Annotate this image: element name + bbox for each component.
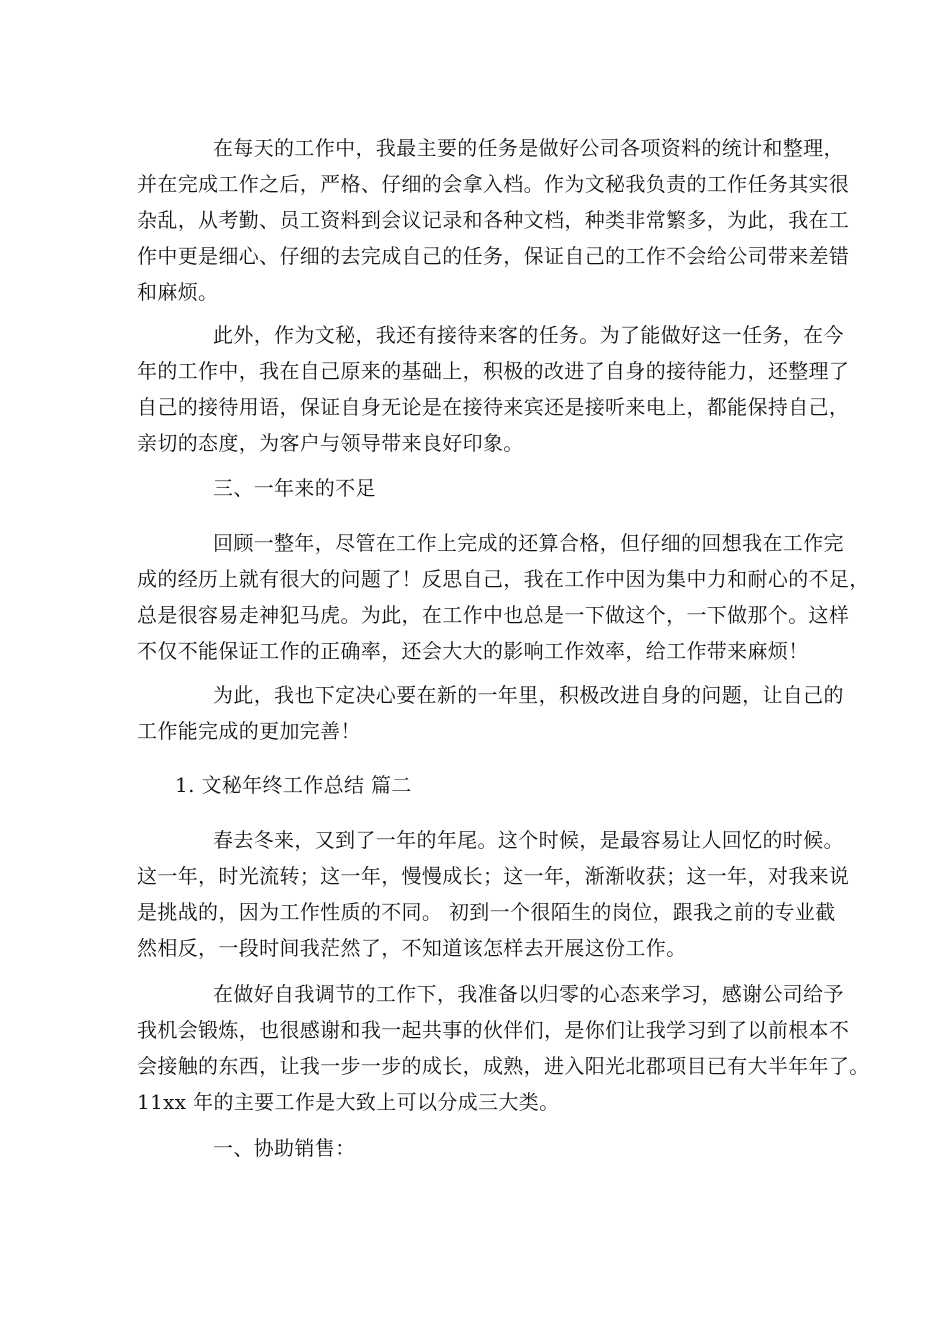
text-line: 春去冬来，又到了一年的年尾。这个时候，是最容易让人回忆的时候。 (213, 828, 844, 852)
paragraph-resolution (137, 677, 844, 749)
text-line: 并在完成工作之后，严格、仔细的会拿入档。作为文秘我负责的工作任务其实很 (137, 172, 850, 196)
paragraph-review (137, 525, 870, 669)
text-line: 总是很容易走神犯马虎。为此，在工作中也总是一下做这个，一下做那个。这样 (137, 603, 850, 627)
paragraph-daily-tasks (137, 130, 850, 310)
text-line: 杂乱，从考勤、员工资料到会议记录和各种文档，种类非常繁多，为此，我在工 (137, 208, 850, 232)
text-line: 在每天的工作中，我最主要的任务是做好公司各项资料的统计和整理， (213, 136, 844, 160)
article-heading-part-two: 1. 文秘年终工作总结 篇二 (175, 773, 412, 797)
section-heading-sales-assist: 一、协助销售： (213, 1136, 356, 1160)
text-line: 和麻烦。 (137, 280, 219, 304)
text-line: 成的经历上就有很大的问题了！反思自己，我在工作中因为集中力和耐心的不足， (137, 567, 870, 591)
text-line: 11xx 年的主要工作是大致上可以分成三大类。 (137, 1090, 560, 1114)
text-line: 作中更是细心、仔细的去完成自己的任务，保证自己的工作不会给公司带来差错 (137, 244, 850, 268)
text-line: 会接触的东西，让我一步一步的成长，成熟，进入阳光北郡项目已有大半年年了。 (137, 1054, 870, 1078)
text-line: 亲切的态度，为客户与领导带来良好印象。 (137, 431, 524, 455)
text-line: 工作能完成的更加完善！ (137, 719, 361, 743)
text-line: 为此，我也下定决心要在新的一年里，积极改进自身的问题，让自己的 (213, 683, 844, 707)
text-line: 年的工作中，我在自己原来的基础上，积极的改进了自身的接待能力，还整理了 (137, 359, 850, 383)
text-line: 不仅不能保证工作的正确率，还会大大的影响工作效率，给工作带来麻烦！ (137, 639, 809, 663)
text-line: 回顾一整年，尽管在工作上完成的还算合格，但仔细的回想我在工作完 (213, 531, 844, 555)
text-line: 我机会锻炼，也很感谢和我一起共事的伙伴们，是你们让我学习到了以前根本不 (137, 1018, 850, 1042)
text-line: 是挑战的，因为工作性质的不同。 初到一个很陌生的岗位，跟我之前的专业截 (137, 900, 836, 924)
paragraph-self-adjustment (137, 976, 870, 1120)
text-line: 在做好自我调节的工作下，我准备以归零的心态来学习，感谢公司给予 (213, 982, 844, 1006)
text-line: 然相反，一段时间我茫然了，不知道该怎样去开展这份工作。 (137, 936, 687, 960)
text-line: 此外，作为文秘，我还有接待来客的任务。为了能做好这一任务，在今 (213, 323, 844, 347)
section-heading-shortcomings: 三、一年来的不足 (213, 476, 376, 500)
paragraph-year-end (137, 822, 850, 966)
text-line: 这一年，时光流转；这一年，慢慢成长；这一年，渐渐收获；这一年，对我来说 (137, 864, 850, 888)
paragraph-reception (137, 317, 850, 461)
text-line: 自己的接待用语，保证自身无论是在接待来宾还是接听来电上，都能保持自己， (137, 395, 850, 419)
